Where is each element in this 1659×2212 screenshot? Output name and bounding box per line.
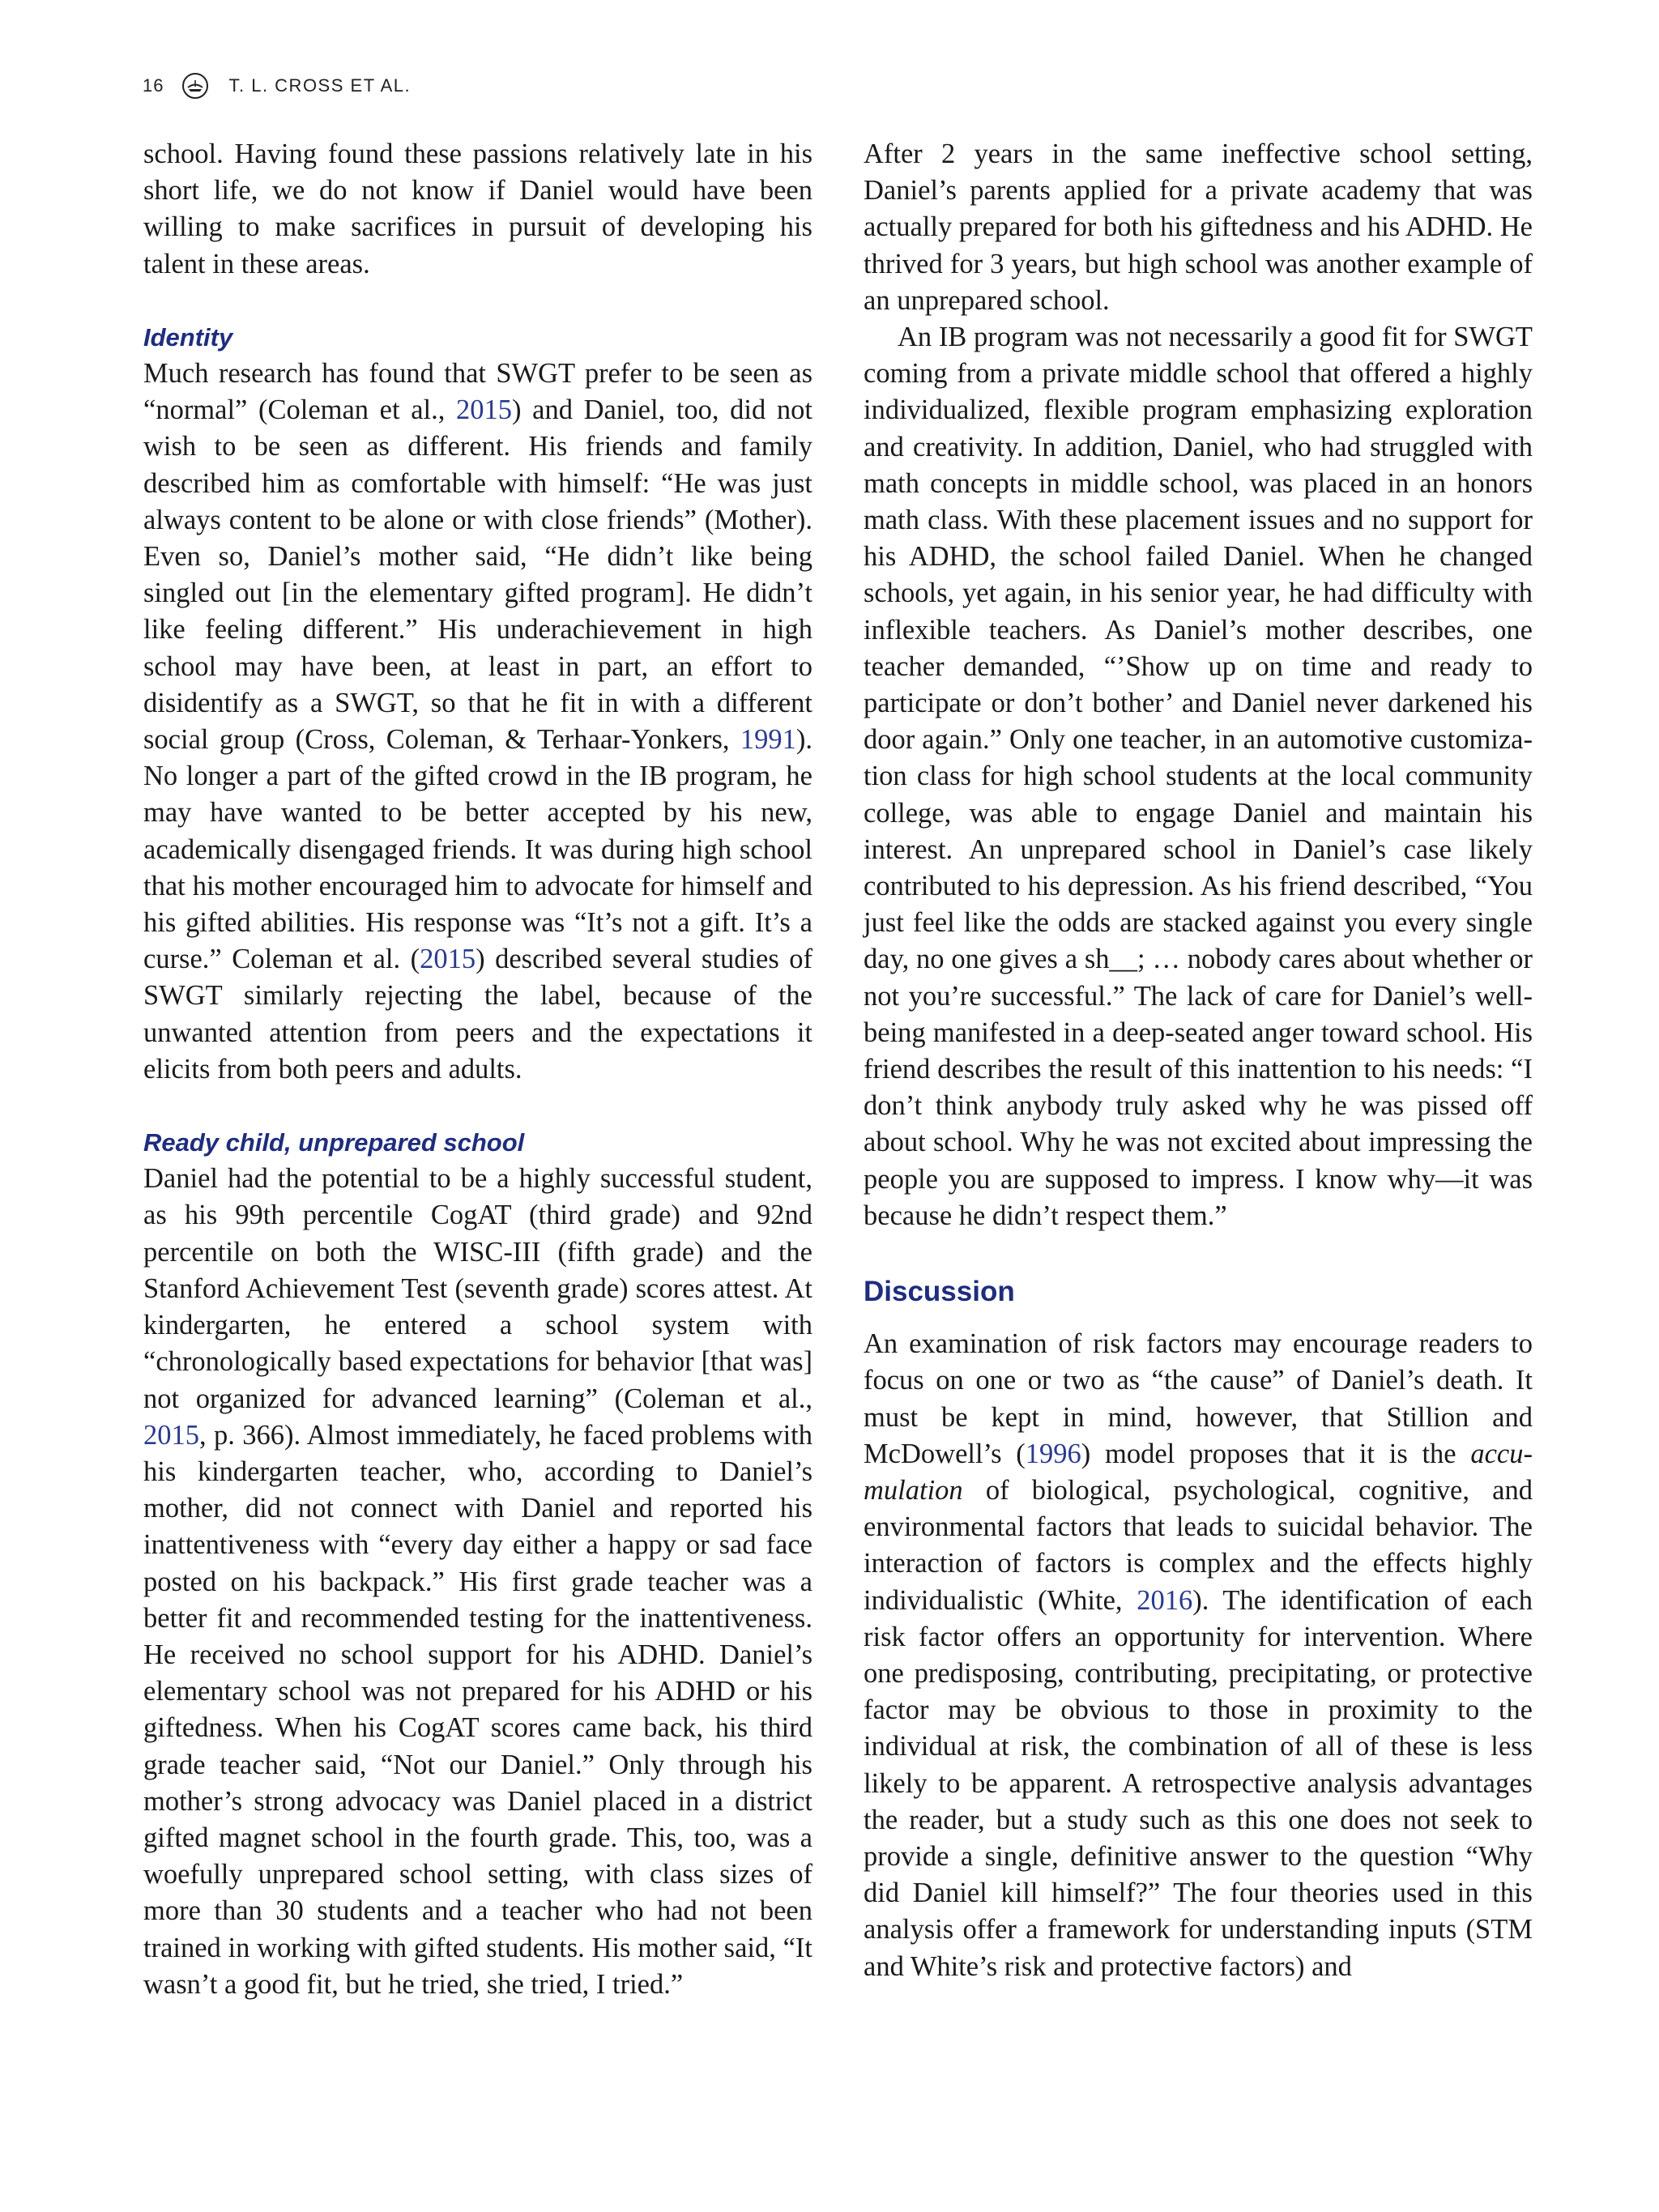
ib-program-paragraph: An IB program was not necessarily a good fit for SWGT coming from a private middle school that offered a highly individualized, flexible program emphasizing exploration and creativity. In addition, Daniel, who had struggled with math concepts in middle school, was placed in an honors math class. With these placement issues and no support for his ADHD, the school failed Daniel. When he changed schools, yet again, in his senior year, he had difficulty with inflexible teachers. As Daniel’s mother describes, one teacher demanded, “’Show up on time and ready to participate or don’t bother’ and Daniel never darkened his door again.” Only one teacher, in an automotive customization class for high school students at the local community college, was able to engage Daniel and maintain his interest. An unprepared school in Daniel’s case likely contributed to his depression. As his friend described, “You just feel like the odds are stacked against you every single day, no one gives a sh__; … nobody cares about whether or not you’re successful.” The lack of care for Daniel’s well-being manifested in a deep-seated anger toward school. His friend describes the result of this inattention to his needs: “I don’t think anybody truly asked why he was pissed off about school. Why he was not excited about impressing the people you are supposed to impress. I know why—it was because he didn’t respect them.” bbox=[864, 322, 1533, 1231]
ib-transition-paragraph: After 2 years in the same ineffective school setting, Daniel’s parents applied for a private academy that was actually prepared for both his giftedness and his ADHD. He thrived for 3 years, but high school was another example of an unprepared school. bbox=[864, 139, 1533, 316]
citation-link[interactable]: 1996 bbox=[1025, 1438, 1081, 1469]
running-head bbox=[143, 70, 411, 102]
identity-heading: Identity bbox=[143, 322, 233, 352]
ready-child-paragraph: Daniel had the potential to be a highly successful student, as his 99th percentile CogAT (third grade) and 92nd percentile on both the WISC-III (fifth grade) and the Stanford Achievement Test (seventh grade) scores attest. At kindergarten, he entered a school system with “chronologically based expectations for behavior [that was] not organized for advanced learning” (Coleman et al., 2015, p. 366). Almost immediately, he faced problems with his kindergarten teacher, who, according to Daniel’s mother, did not connect with Daniel and reported his inattentiveness with “every day either a happy or sad face posted on his backpack.” His first grade teacher was a better fit and recommended testing for the inattentiveness. He received no school support for his ADHD. Daniel’s elementary school was not prepared for his ADHD or his giftedness. When his CogAT scores came back, his third grade teacher said, “Not our Daniel.” Only through his mother’s strong advocacy was Daniel placed in a district gifted magnet school in the fourth grade. This, too, was a woefully unprepared school setting, with class sizes of more than 30 students and a teacher who had not been trained in working with gifted students. His mother said, “It wasn’t a good fit, but he tried, she tried, I tried.” bbox=[143, 1163, 812, 2000]
identity-paragraph: Much research has found that SWGT prefer to be seen as “normal” (Coleman et al., 2015) and Daniel, too, did not wish to be seen as different. His friends and family described him as comfortable with himself: “He was just always content to be alone or with close friends” (Mother). Even so, Daniel’s mother said, “He didn’t like being singled out [in the elementary gifted program]. He didn’t like feeling different.” His underachievement in high school may have been, at least in part, an effort to disidentify as a SWGT, so that he fit in with a different social group (Cross, Coleman, & Terhaar-Yonkers, 1991). No longer a part of the gifted crowd in the IB program, he may have wanted to be better accepted by his new, academically disengaged friends. It was during high school that his mother encouraged him to advocate for himself and his gifted abilities. His response was “It’s not a gift. It’s a curse.” Coleman et al. (2015) described several studies of SWGT similarly rejecting the label, because of the unwanted attention from peers and the expectations it elicits from both peers and adults. bbox=[143, 358, 812, 1085]
citation-link[interactable]: 2016 bbox=[1137, 1584, 1193, 1616]
emphasis-accumulation: accumulation bbox=[864, 1438, 1533, 1506]
citation-link[interactable]: 1991 bbox=[740, 724, 796, 756]
publisher-logo-icon bbox=[181, 72, 209, 100]
right-column bbox=[864, 136, 1533, 1985]
running-head-authors: T. L. CROSS ET AL. bbox=[228, 75, 412, 96]
citation-link[interactable]: 2015 bbox=[420, 944, 476, 975]
left-column bbox=[143, 136, 812, 2003]
citation-link[interactable]: 2015 bbox=[456, 394, 513, 426]
discussion-heading: Discussion bbox=[864, 1276, 1015, 1308]
page-number: 16 bbox=[143, 75, 164, 96]
discussion-paragraph: An examination of risk factors may encourage readers to focus on one or two as “the cause” of Daniel’s death. It must be kept in mind, however, that Stillion and McDowell’s (1996) model proposes that it is the accumulation of biological, psychological, cognitive, and environmental factors that leads to suicidal behavior. The interaction of factors is complex and the effects highly individualistic (White, 2016). The identification of each risk factor offers an opportunity for intervention. Where one predisposing, contributing, precipitating, or protective factor may be obvious to those in proximity to the individual at risk, the combination of all of these is less likely to be apparent. A retrospective analysis advantages the reader, but a study such as this one does not seek to provide a single, definitive answer to the question “Why did Daniel kill himself?” The four theories used in this analysis offer a framework for understanding inputs (STM and White’s risk and protective factors) and bbox=[864, 1328, 1533, 1982]
ready-child-heading: Ready child, unprepared school bbox=[143, 1128, 525, 1157]
citation-link[interactable]: 2015 bbox=[143, 1419, 199, 1451]
intro-paragraph: school. Having found these passions relatively late in his short life, we do not know if Daniel would have been willing to make sacrifices in pursuit of developing his talent in these areas. bbox=[143, 139, 812, 279]
